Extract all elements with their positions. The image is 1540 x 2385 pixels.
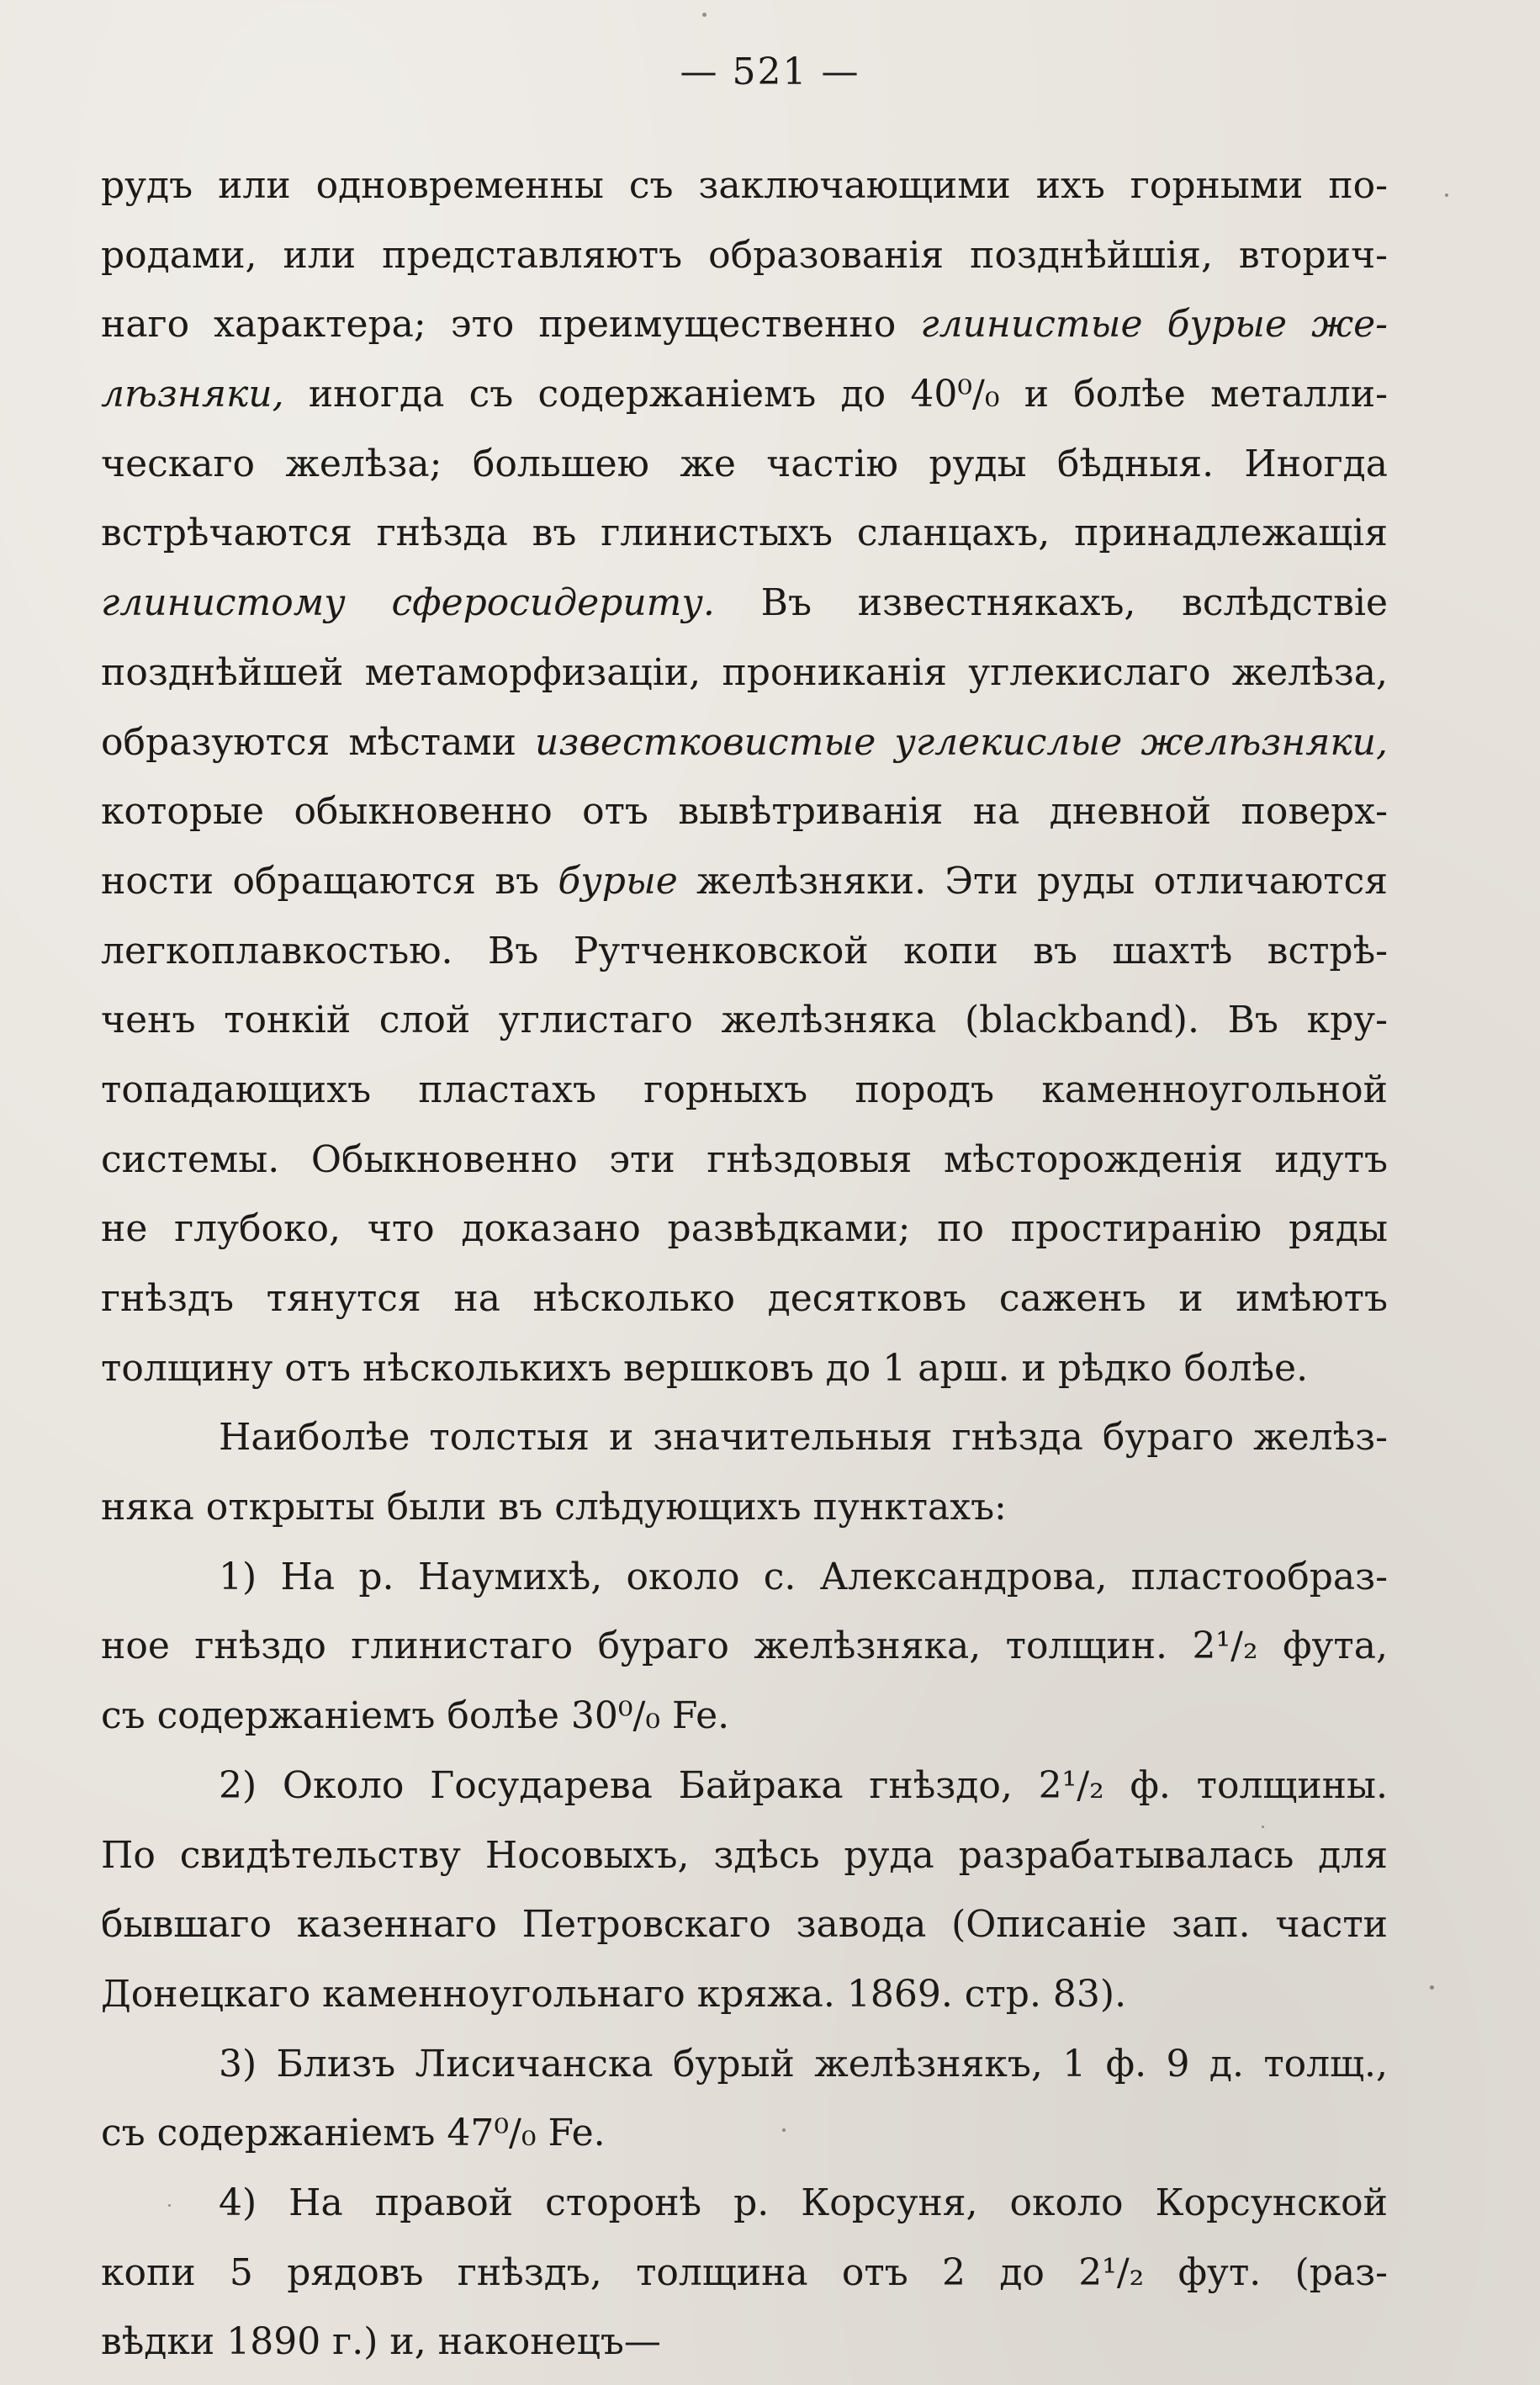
italic-term: лѣзняки, [101,373,284,416]
text-line: съ содержаніемъ болѣе 30⁰/₀ Fe. [101,1694,730,1738]
text-line: Наиболѣе толстыя и значительныя гнѣзда бураго желѣз- [219,1416,1388,1460]
paragraph-nests-intro [101,1403,1388,1542]
paragraph-ore-description [101,151,1388,1403]
text-run: Въ известнякахъ, вслѣдствіе [714,581,1388,625]
text-line [101,221,1388,291]
text-line [101,1056,1388,1126]
text-line [101,917,1388,987]
text-run: ченъ тонкій слой углистаго желѣзняка (blackband). Въ кру- [101,999,1388,1042]
italic-term: глинистому сферосидериту. [101,581,715,625]
text-line [101,499,1388,569]
text-line: 1) На р. Наумихѣ, около с. Александрова, пластообраз- [219,1555,1388,1598]
text-line: 2) Около Государева Байрака гнѣздо, 2¹/₂ ф. толщины. [219,1763,1388,1807]
text-run: легкоплавкостью. Въ Рутченковской копи въ шахтѣ встрѣ- [101,929,1388,973]
text-line [101,151,1388,221]
italic-term: глинистые бурые же- [920,303,1388,347]
text-run: топадающихъ пластахъ горныхъ породъ каменноугольной [101,1068,1388,1111]
text-line [101,777,1388,847]
text-line [101,1126,1388,1195]
paper-speck [702,13,706,17]
text-run: встрѣчаются гнѣзда въ глинистыхъ сланцахъ, принадлежащія [101,511,1388,555]
text-run: желѣзняки. Эти руды отличаются [677,859,1388,903]
text-run: которые обыкновенно отъ вывѣтриванія на дневной поверх- [101,790,1388,834]
text-line: бывшаго казеннаго Петровскаго завода (Описаніе зап. части [101,1903,1388,1947]
text-run: иногда съ содержаніемъ до 40⁰/₀ и болѣе металли- [283,373,1388,416]
text-line: ное гнѣздо глинистаго бураго желѣзняка, толщин. 2¹/₂ фута, [101,1624,1388,1668]
text-run: не глубоко, что доказано развѣдками; по простиранію ряды [101,1207,1388,1251]
text-run: ческаго желѣза; большею же частію руды бѣдныя. Иногда [101,442,1388,485]
text-line [101,1195,1388,1264]
text-line: няка открыты были въ слѣдующихъ пунктахъ: [101,1486,1007,1529]
text-line: копи 5 рядовъ гнѣздъ, толщина отъ 2 до 2¹/₂ фут. (раз- [101,2250,1388,2294]
text-line [101,1334,1388,1404]
text-line: 4) На правой сторонѣ р. Корсуня, около Корсунской [219,2181,1388,2224]
text-line: вѣдки 1890 г.) и, наконецъ— [101,2320,661,2364]
text-line [101,639,1388,708]
text-line [101,360,1388,430]
locality-item [101,1752,1388,2030]
paper-speck [168,2204,171,2207]
text-line: съ содержаніемъ 47⁰/₀ Fe. [101,2112,606,2155]
text-line [101,569,1388,639]
text-line: Донецкаго каменноугольнаго кряжа. 1869. стр. 83). [101,1972,1127,2016]
text-line [101,847,1388,917]
text-run: гнѣздъ тянутся на нѣсколько десятковъ саженъ и имѣютъ [101,1277,1388,1320]
locality-item [101,1543,1388,1752]
text-run: позднѣйшей метаморфизаціи, прониканія углекислаго желѣза, [101,650,1388,694]
paper-speck [782,2128,786,2132]
text-line [101,1264,1388,1334]
locality-list [101,1543,1388,2377]
paper-speck [1262,1826,1264,1828]
body-text [101,151,1388,2377]
text-run: родами, или представляютъ образованія позднѣйшія, вторич- [101,233,1388,277]
text-run: образуются мѣстами [101,720,535,764]
text-line: 3) Близъ Лисичанска бурый желѣзнякъ, 1 ф. 9 д. толщ., [219,2042,1388,2086]
text-run: рудъ или одновременны съ заключающими ихъ горными по- [101,164,1388,207]
locality-item [101,2169,1388,2377]
text-run: системы. Обыкновенно эти гнѣздовыя мѣсторожденія идутъ [101,1137,1388,1181]
paper-speck [1445,193,1448,197]
text-line: По свидѣтельству Носовыхъ, здѣсь руда разрабатывалась для [101,1833,1388,1877]
italic-term: известковистые углекислые желѣзняки, [534,720,1388,764]
text-run: толщину отъ нѣсколькихъ вершковъ до 1 арш. и рѣдко болѣе. [101,1346,1309,1390]
locality-item [101,2030,1388,2169]
text-line [101,290,1388,360]
text-line [101,430,1388,500]
page-number: — 521 — [680,50,860,93]
paper-speck [1430,1985,1434,1990]
text-run: наго характера; это преимущественно [101,303,921,347]
text-run: ности обращаются въ [101,859,558,903]
text-line [101,708,1388,778]
italic-term: бурые [558,859,678,903]
text-line [101,986,1388,1056]
